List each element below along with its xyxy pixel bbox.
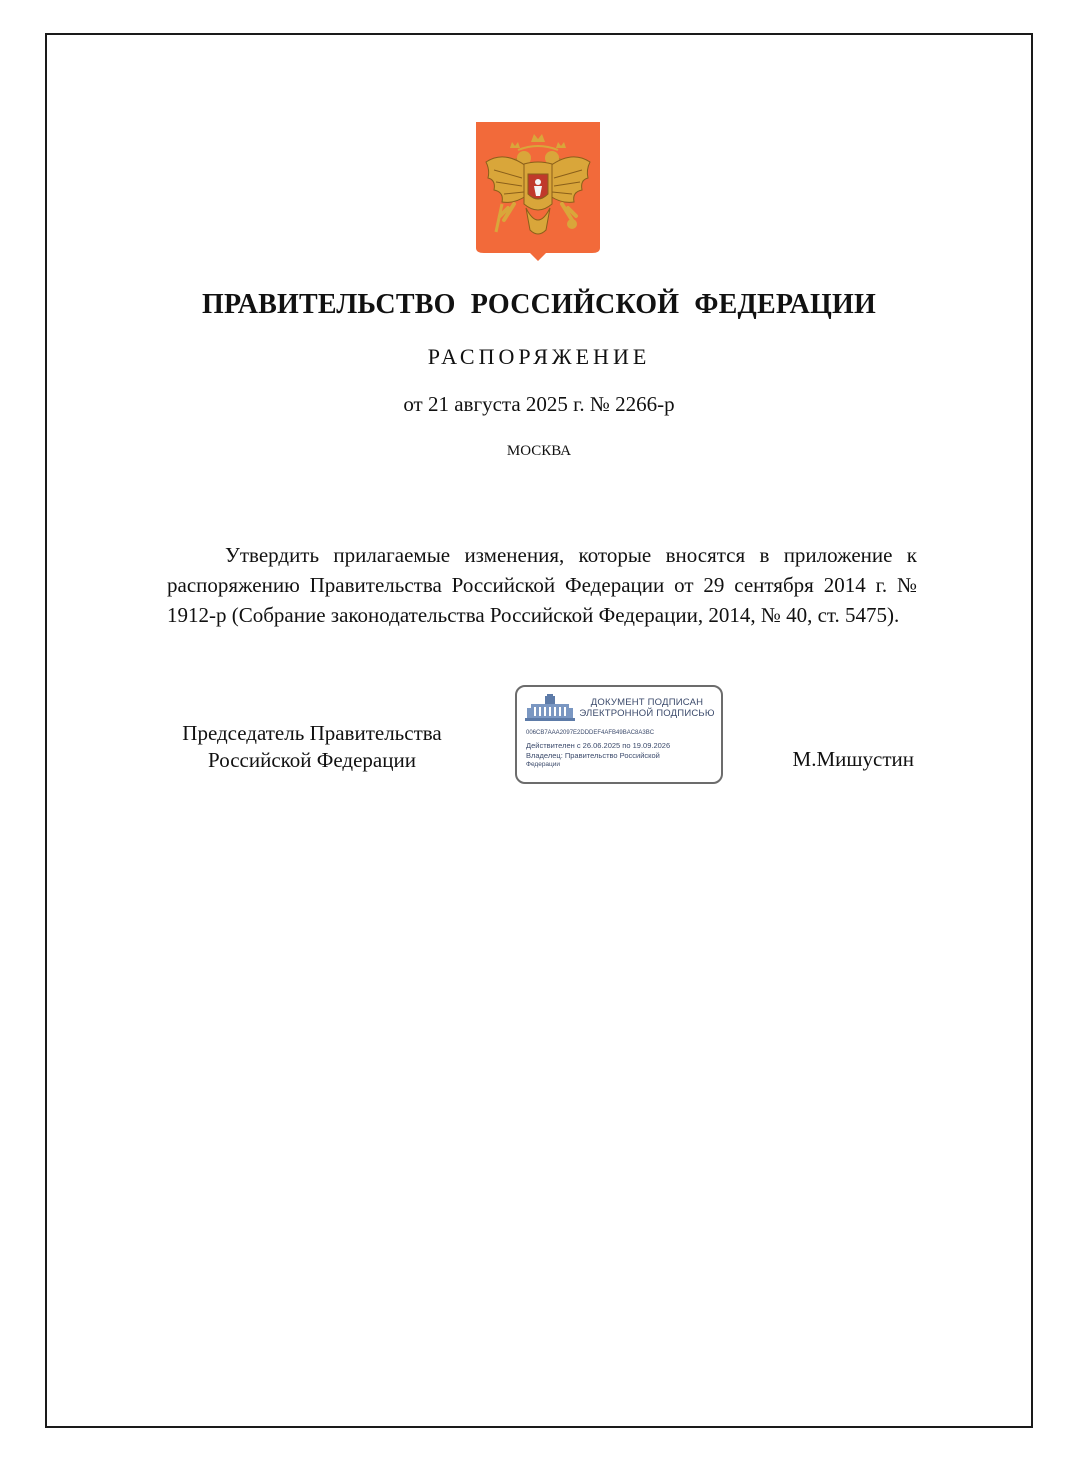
stamp-owner: Владелец: Правительство Российской — [526, 751, 660, 760]
document-type: РАСПОРЯЖЕНИЕ — [427, 344, 651, 369]
document-page — [45, 33, 1033, 1428]
signer-name: М.Мишустин — [792, 747, 914, 771]
stamp-certificate: 006CB7AAA2097E2DDDEF4AFB49BAC8A3BC — [526, 730, 655, 736]
signer-title-line-1: Председатель Правительства — [182, 721, 442, 745]
stamp-owner-continued: Федерации — [526, 761, 561, 768]
stamp-heading — [577, 697, 717, 719]
electronic-signature-stamp — [515, 685, 723, 784]
document-date-number: от 21 августа 2025 г. № 2266-р — [403, 392, 675, 416]
body-paragraph: Утвердить прилагаемые изменения, которые вносятся в приложение к распоряжению Правительства Российской Федерации от 29 сентября 2014 г. № 1912-р (Собрание законодательства Российской Федерации, 2014, № 40, ст. 5475). — [167, 543, 917, 627]
stamp-validity: Действителен с 26.06.2025 по 19.09.2026 — [526, 741, 671, 750]
coat-of-arms-icon — [474, 120, 602, 262]
stamp-heading-line-1: ДОКУМЕНТ ПОДПИСАН — [590, 697, 704, 708]
document-city: МОСКВА — [506, 443, 572, 459]
stamp-heading-line-2: ЭЛЕКТРОННОЙ ПОДПИСЬЮ — [579, 708, 715, 719]
signer-title — [157, 720, 467, 774]
signer-title-line-2: Российской Федерации — [208, 748, 416, 772]
government-title: ПРАВИТЕЛЬСТВО РОССИЙСКОЙ ФЕДЕРАЦИИ — [202, 289, 876, 320]
government-building-icon — [525, 694, 575, 722]
